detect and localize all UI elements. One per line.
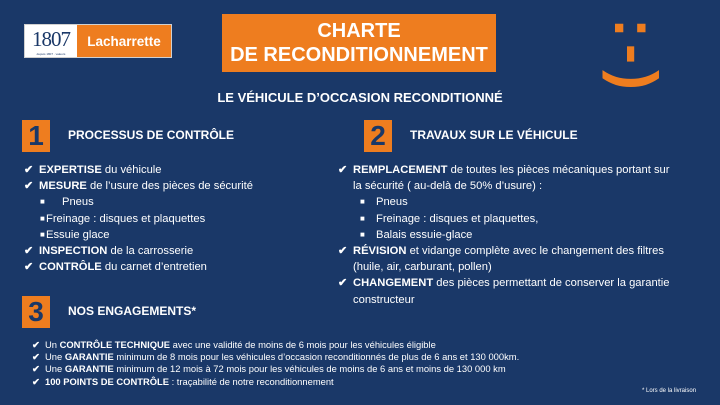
- square-bullet-icon: ■: [360, 197, 365, 207]
- footnote: * Lors de la livraison: [642, 388, 697, 394]
- square-bullet-icon: ■: [40, 229, 45, 239]
- section-3-list: [32, 339, 519, 388]
- list-item: ✔ Une GARANTIE minimum de 8 mois pour les véhicules d’occasion reconditionnés de plus de 6 ans et 130 000km.: [32, 351, 520, 363]
- section-1-list: [24, 162, 253, 275]
- check-icon: ✔: [24, 164, 34, 176]
- list-item: ■Essuie glace: [24, 227, 253, 243]
- page-subtitle: LE VÉHICULE D’OCCASION RECONDITIONNÉ: [217, 90, 503, 105]
- list-item-continuation: (huile, air, carburant, pollen): [353, 261, 492, 274]
- list-item: ✔ CONTRÔLE du carnet d’entretien: [24, 259, 253, 275]
- check-icon: ✔: [338, 277, 348, 290]
- list-item: ■ Balais essuie-glace: [338, 227, 670, 243]
- title-line-2: DE RECONDITIONNEMENT: [230, 44, 488, 66]
- logo-tagline: depuis 1807 · valeurs: [36, 52, 66, 56]
- check-icon: ✔: [32, 363, 40, 375]
- list-item: ✔ 100 POINTS DE CONTRÔLE : traçabilité de notre reconditionnement: [32, 375, 334, 387]
- logo-year: 1807 depuis 1807 · valeurs: [32, 27, 70, 56]
- section-2-list: [338, 162, 670, 308]
- list-item: ■ Pneus: [24, 194, 253, 210]
- check-icon: ✔: [24, 245, 34, 258]
- check-icon: ✔: [32, 339, 40, 350]
- section-3-heading: NOS ENGAGEMENTS*: [68, 304, 197, 318]
- page-title: [222, 14, 496, 72]
- list-item: ■ Freinage : disques et plaquettes,: [338, 211, 670, 227]
- check-icon: ✔: [32, 375, 40, 387]
- section-2-heading: TRAVAUX SUR LE VÉHICULE: [410, 128, 578, 142]
- list-item: ✔ Un CONTRÔLE TECHNIQUE avec une validité de moins de 6 mois pour les véhicules éligible: [32, 339, 436, 350]
- section-2-number: 2: [364, 120, 392, 152]
- square-bullet-icon: ■: [360, 229, 365, 239]
- list-item: ✔ Une GARANTIE minimum de 12 mois à 72 mois pour les véhicules de moins de 6 ans et moins de 130 000 km: [32, 363, 506, 375]
- list-item: ■Freinage : disques et plaquettes: [24, 211, 253, 227]
- title-line-1: CHARTE: [317, 20, 401, 42]
- list-item: ✔ INSPECTION de la carrosserie: [24, 243, 253, 259]
- list-item: ✔ RÉVISION et vidange complète avec le changement des filtres: [338, 243, 670, 259]
- square-bullet-icon: ■: [40, 197, 45, 207]
- list-item: ✔ EXPERTISE du véhicule: [24, 162, 253, 178]
- smiley-icon: :-): [602, 18, 669, 96]
- check-icon: ✔: [24, 180, 34, 193]
- list-item: ✔ CHANGEMENT des pièces permettant de conserver la garantie: [338, 275, 670, 291]
- section-1-heading: PROCESSUS DE CONTRÔLE: [68, 128, 235, 142]
- list-item: ■ Pneus: [338, 194, 670, 210]
- check-icon: ✔: [32, 351, 40, 363]
- brand-logo: [24, 24, 172, 58]
- square-bullet-icon: ■: [40, 213, 45, 223]
- logo-name: Lacharrette: [77, 25, 171, 57]
- list-item-continuation: constructeur: [353, 293, 415, 306]
- section-1-number: 1: [22, 120, 50, 152]
- list-item: ✔ REMPLACEMENT de toutes les pièces mécaniques portant sur: [338, 162, 670, 178]
- section-3-number: 3: [22, 296, 50, 328]
- square-bullet-icon: ■: [360, 213, 365, 223]
- check-icon: ✔: [338, 164, 348, 176]
- check-icon: ✔: [24, 261, 34, 274]
- list-item-continuation: la sécurité ( au-delà de 50% d’usure) :: [353, 180, 543, 193]
- check-icon: ✔: [338, 245, 348, 258]
- list-item: ✔ MESURE de l’usure des pièces de sécurité: [24, 178, 253, 194]
